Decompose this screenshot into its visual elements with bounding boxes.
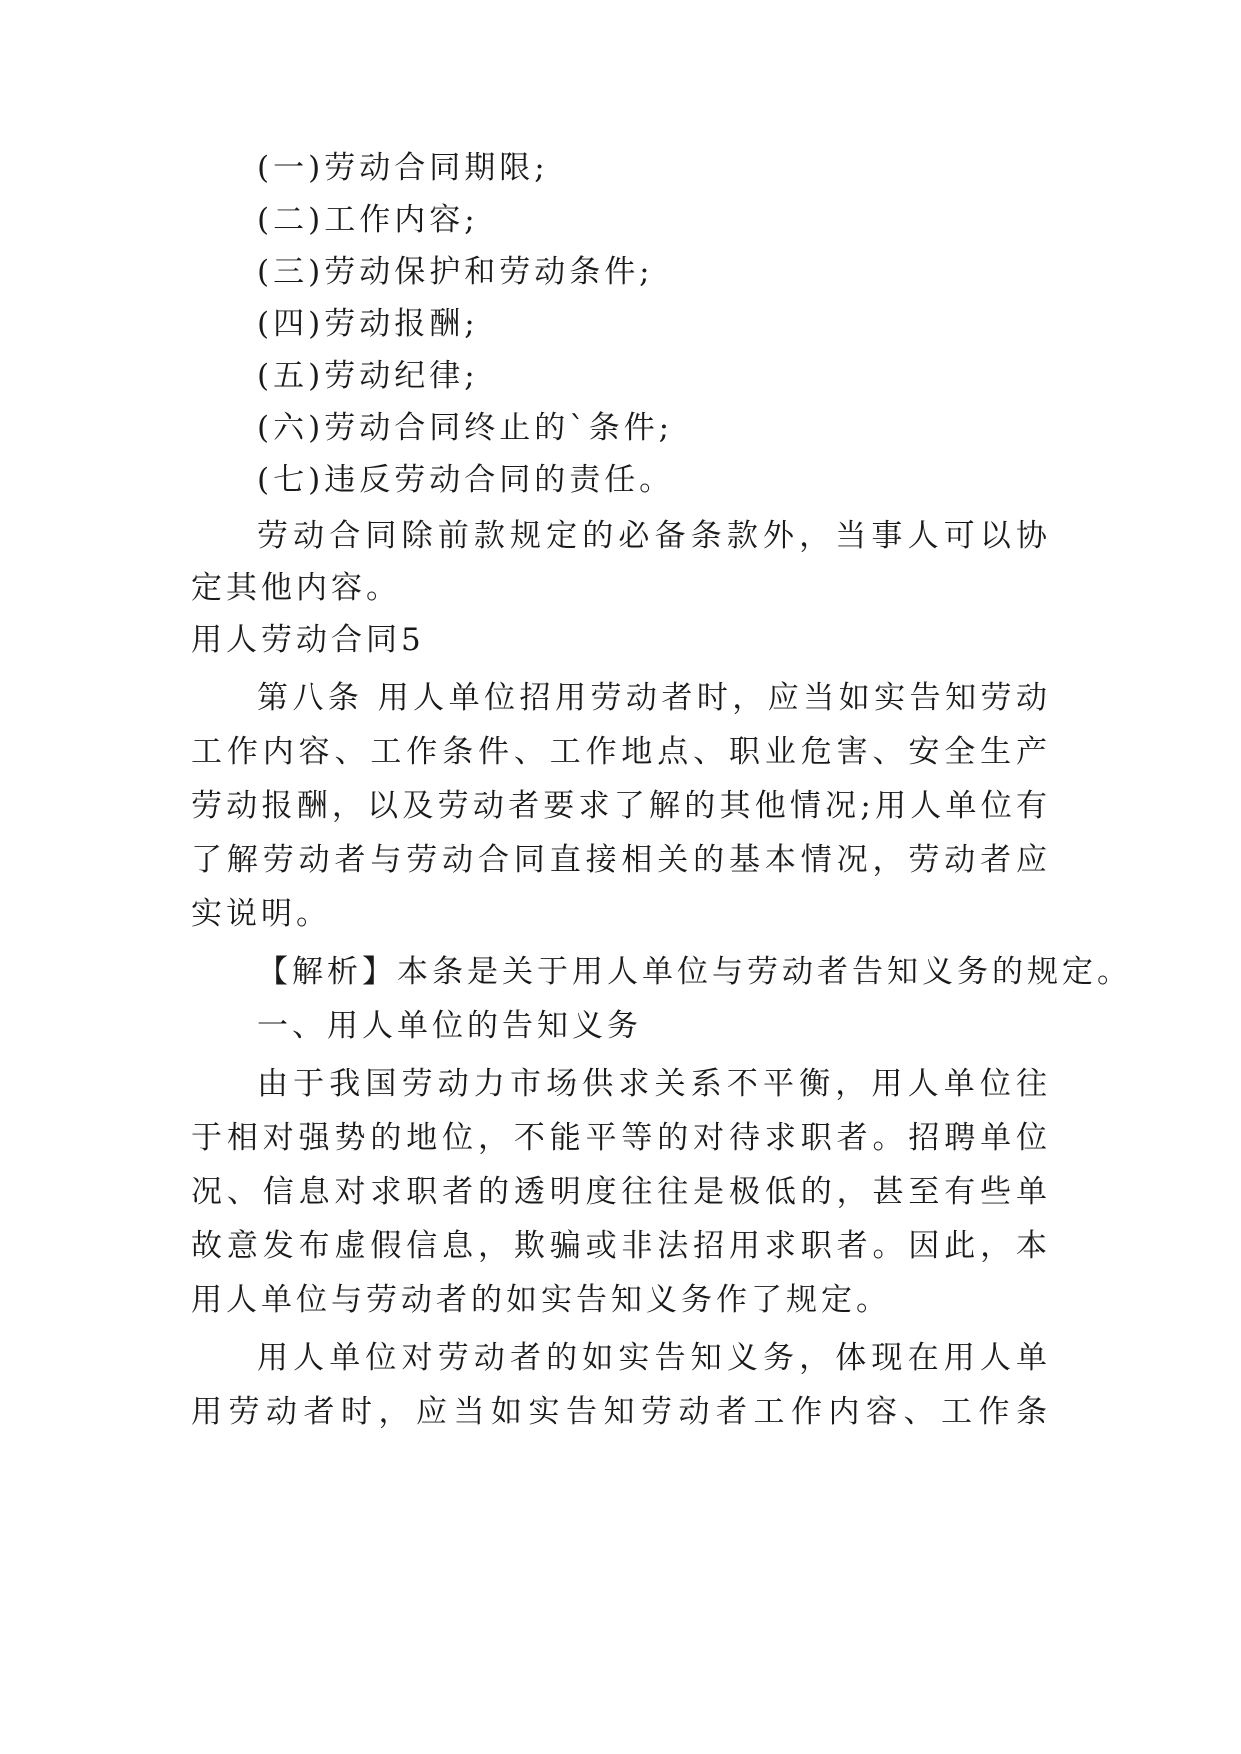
list-item-3: (三)劳动保护和劳动条件; — [257, 254, 654, 290]
article8-line-4: 了解劳动者与劳动合同直接相关的基本情况，劳动者应 — [191, 842, 1051, 878]
paragraph-2-line-4: 故意发布虚假信息，欺骗或非法招用求职者。因此，本 — [191, 1228, 1051, 1264]
list-item-5: (五)劳动纪律; — [257, 358, 479, 394]
section-title: 用人劳动合同5 — [191, 622, 425, 658]
paragraph-1-line-1: 劳动合同除前款规定的必备条款外，当事人可以协 — [257, 518, 1051, 554]
list-item-1: (一)劳动合同期限; — [257, 150, 549, 186]
paragraph-3-line-1: 用人单位对劳动者的如实告知义务，体现在用人单 — [257, 1340, 1051, 1376]
list-item-7: (七)违反劳动合同的责任。 — [257, 462, 675, 498]
paragraph-2-line-2: 于相对强势的地位，不能平等的对待求职者。招聘单位 — [191, 1120, 1051, 1156]
analysis-heading: 【解析】本条是关于用人单位与劳动者告知义务的规定。 — [257, 954, 1132, 990]
list-item-2: (二)工作内容; — [257, 202, 479, 238]
subheading: 一、用人单位的告知义务 — [257, 1008, 642, 1044]
article8-line-5: 实说明。 — [191, 896, 331, 932]
article8-line-2: 工作内容、工作条件、工作地点、职业危害、安全生产 — [191, 734, 1051, 770]
article8-line-3: 劳动报酬，以及劳动者要求了解的其他情况;用人单位有 — [191, 788, 1051, 824]
paragraph-2-line-1: 由于我国劳动力市场供求关系不平衡，用人单位往 — [257, 1066, 1051, 1102]
article8-line-1: 第八条 用人单位招用劳动者时，应当如实告知劳动 — [257, 680, 1051, 716]
paragraph-2-line-3: 况、信息对求职者的透明度往往是极低的，甚至有些单 — [191, 1174, 1051, 1210]
paragraph-2-line-5: 用人单位与劳动者的如实告知义务作了规定。 — [191, 1282, 891, 1318]
list-item-6: (六)劳动合同终止的`条件; — [257, 410, 674, 446]
paragraph-1-line-2: 定其他内容。 — [191, 570, 401, 606]
paragraph-3-line-2: 用劳动者时，应当如实告知劳动者工作内容、工作条 — [191, 1394, 1051, 1430]
list-item-4: (四)劳动报酬; — [257, 306, 479, 342]
